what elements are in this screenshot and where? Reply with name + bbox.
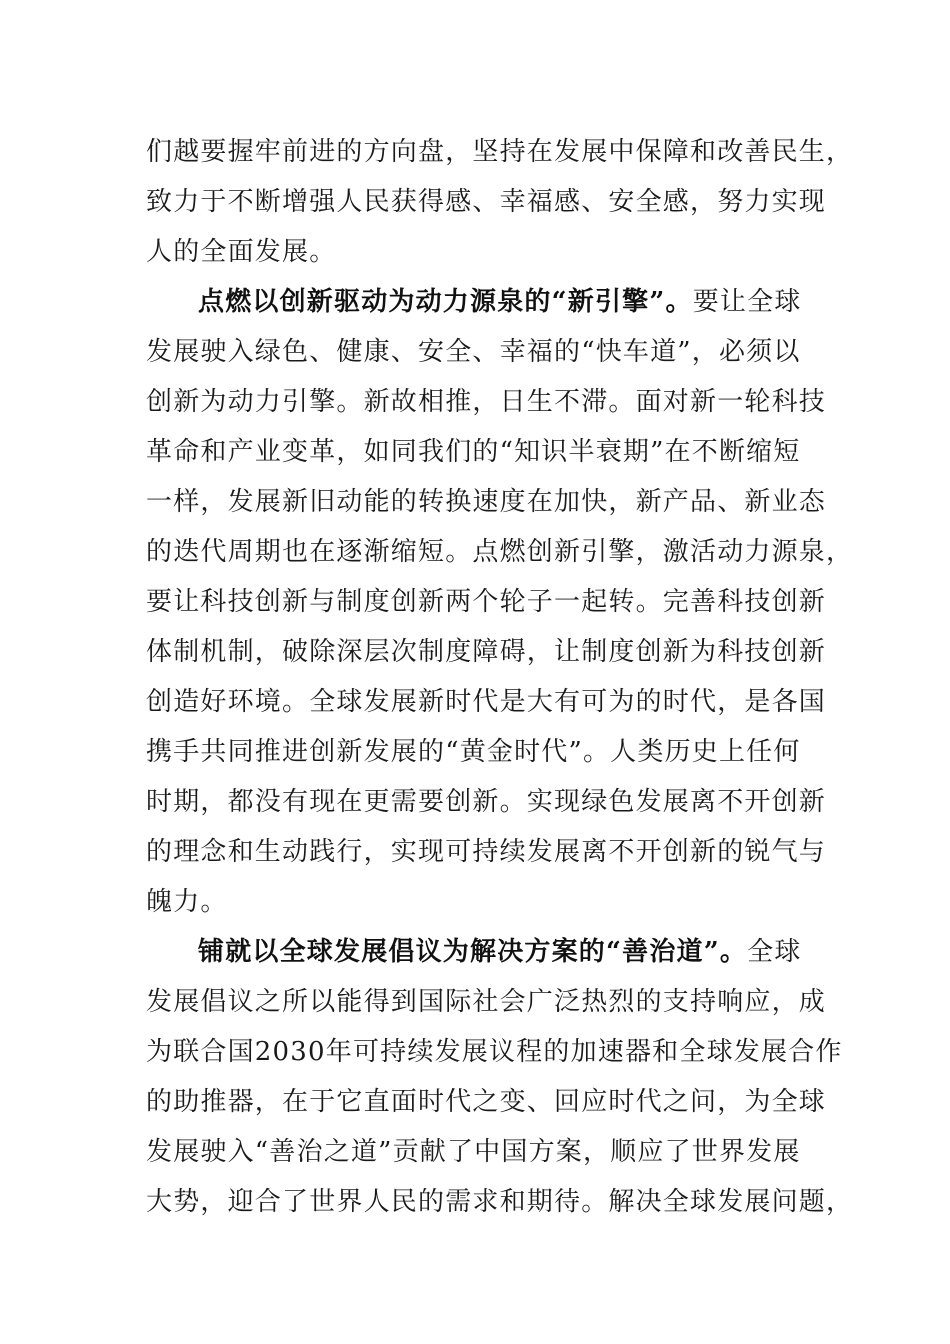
text-line: 携手共同推进创新发展的“黄金时代”。人类历史上任何: [146, 737, 801, 767]
text-line: 创新为动力引擎。新故相推，日生不滞。面对新一轮科技: [146, 387, 827, 417]
text-line: 要让科技创新与制度创新两个轮子一起转。完善科技创新: [146, 587, 827, 617]
text-line: 为联合国2030年可持续发展议程的加速器和全球发展合作: [146, 1037, 843, 1067]
text-line: 一样，发展新旧动能的转换速度在加快，新产品、新业态: [146, 487, 827, 517]
paragraph-2: [146, 277, 854, 927]
text-line: 人的全面发展。: [146, 237, 337, 267]
text-line: 致力于不断增强人民获得感、幸福感、安全感，努力实现: [146, 187, 827, 217]
text-line: 发展驶入绿色、健康、安全、幸福的“快车道”，必须以: [146, 337, 801, 367]
text-line: 的迭代周期也在逐渐缩短。点燃创新引擎，激活动力源泉，: [146, 537, 854, 567]
text-line: 发展倡议之所以能得到国际社会广泛热烈的支持响应，成: [146, 987, 827, 1017]
text-line: 革命和产业变革，如同我们的“知识半衰期”在不断缩短: [146, 437, 801, 467]
text-run: 全球: [747, 937, 802, 967]
paragraph-1: [146, 127, 854, 277]
document-body: [146, 127, 854, 1227]
text-line: 们越要握牢前进的方向盘，坚持在发展中保障和改善民生，: [146, 137, 854, 167]
paragraph-first-line: [146, 927, 816, 977]
text-line: 的理念和生动践行，实现可持续发展离不开创新的锐气与: [146, 837, 827, 867]
text-line: 的助推器，在于它直面时代之变、回应时代之问，为全球: [146, 1087, 827, 1117]
text-line: 时期，都没有现在更需要创新。实现绿色发展离不开创新: [146, 787, 827, 817]
text-line: 发展驶入“善治之道”贡献了中国方案，顺应了世界发展: [146, 1137, 801, 1167]
text-run: 要让全球: [692, 287, 802, 317]
paragraph-first-line: [146, 277, 816, 327]
text-line: 大势，迎合了世界人民的需求和期待。解决全球发展问题，: [146, 1187, 854, 1217]
paragraph-3: [146, 927, 854, 1227]
text-line: 创造好环境。全球发展新时代是大有可为的时代，是各国: [146, 687, 827, 717]
text-line: 体制机制，破除深层次制度障碍，让制度创新为科技创新: [146, 637, 827, 667]
paragraph-heading: 点燃以创新驱动为动力源泉的“新引擎”。: [198, 287, 693, 317]
text-line: 魄力。: [146, 887, 228, 917]
paragraph-heading: 铺就以全球发展倡议为解决方案的“善治道”。: [198, 937, 748, 967]
